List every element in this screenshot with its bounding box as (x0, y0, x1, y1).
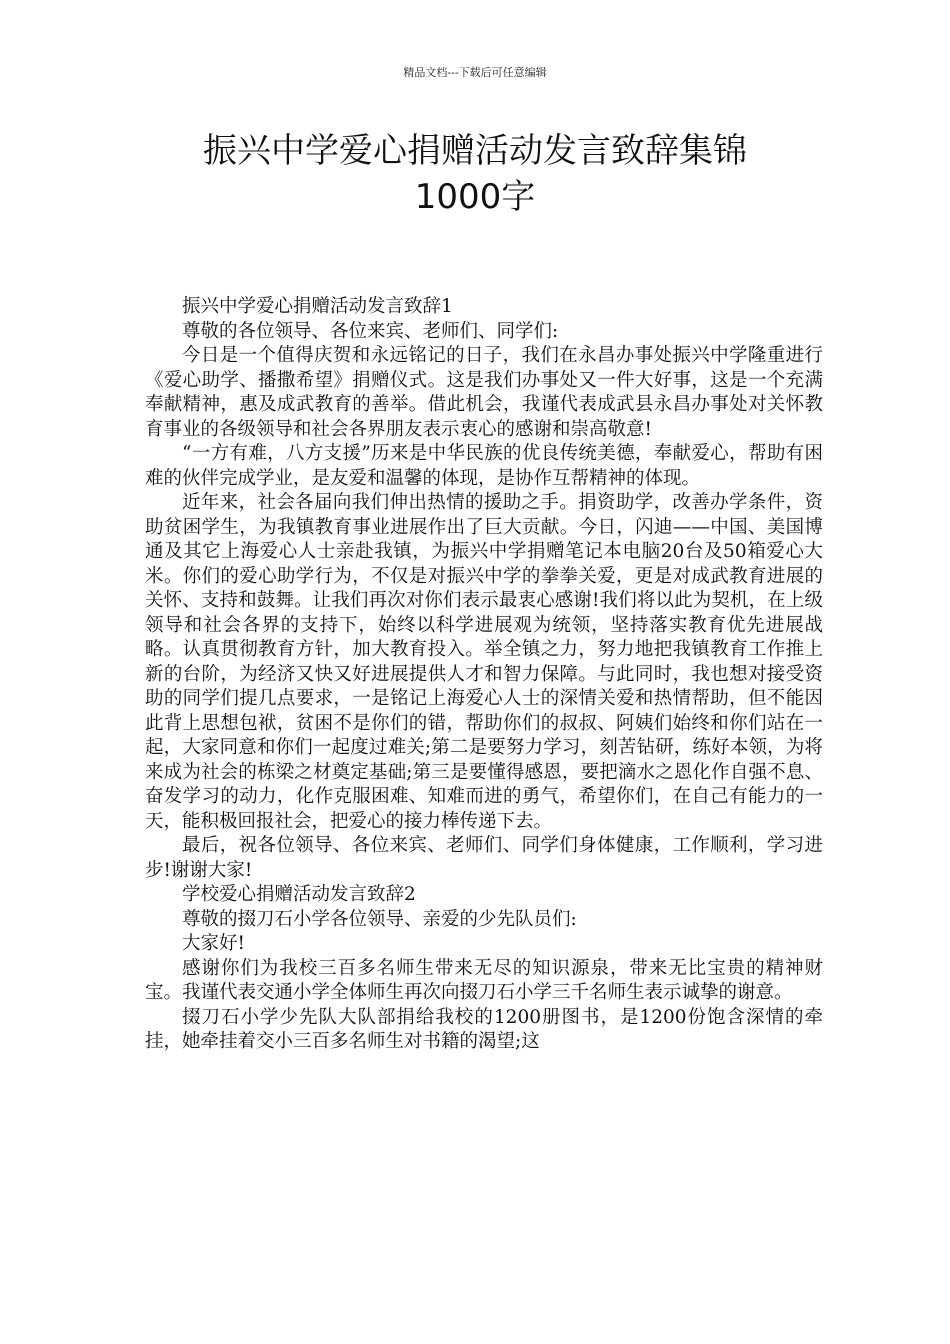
document-body (145, 295, 823, 1055)
document-title-line-1: 振兴中学爱心捐赠活动发言致辞集锦 (203, 131, 747, 171)
body-paragraph: 今日是一个值得庆贺和永远铭记的日子，我们在永昌办事处振兴中学隆重进行《爱心助学、播撒希望》捐赠仪式。这是我们办事处又一件大好事，这是一个充满奉献精神，惠及成武教育的善举。借此机会，我谨代表成武县永昌办事处对关怀教育事业的各级领导和社会各界朋友表示衷心的感谢和崇高敬意! (145, 345, 823, 440)
section-heading-2: 学校爱心捐赠活动发言致辞2 (182, 884, 416, 905)
body-paragraph: 掇刀石小学少先队大队部捐给我校的1200册图书，是1200份饱含深情的牵挂，她牵挂着交小三百多名师生对书籍的渴望;这 (145, 1006, 823, 1052)
salutation-1: 尊敬的各位领导、各位来宾、老师们、同学们: (182, 320, 559, 342)
document-title-line-2: 1000字 (414, 177, 536, 217)
greeting: 大家好! (182, 933, 245, 954)
section-heading-1: 振兴中学爱心捐赠活动发言致辞1 (182, 296, 453, 317)
body-paragraph: 近年来，社会各届向我们伸出热情的援助之手。捐资助学，改善办学条件，资助贫困学生，为我镇教育事业进展作出了巨大贡献。今日，闪迪——中国、美国博通及其它上海爱心人士亲赴我镇，为振兴中学捐赠笔记本电脑20台及50箱爱心大米。你们的爱心助学行为，不仅是对振兴中学的拳拳关爱，更是对成武教育进展的关怀、支持和鼓舞。让我们再次对你们表示最衷心感谢!我们将以此为契机，在上级领导和社会各界的支持下，始终以科学进展观为统领，坚持落实教育优先进展战略。认真贯彻教育方针，加大教育投入。举全镇之力，努力地把我镇教育工作推上新的台阶，为经济又快又好进展提供人才和智力保障。与此同时，我也想对接受资助的同学们提几点要求，一是铭记上海爱心人士的深情关爱和热情帮助，但不能因此背上思想包袱，贫困不是你们的错，帮助你们的叔叔、阿姨们始终和你们站在一起，大家同意和你们一起度过难关;第二是要努力学习，刻苦钻研，练好本领，为将来成为社会的栋梁之材奠定基础;第三是要懂得感恩，要把滴水之恩化作自强不息、奋发学习的动力，化作克服困难、知难而进的勇气，希望你们，在自己有能力的一天，能积极回报社会，把爱心的接力棒传递下去。 (145, 492, 823, 832)
body-paragraph: 最后，祝各位领导、各位来宾、老师们、同学们身体健康，工作顺利，学习进步!谢谢大家! (145, 835, 823, 881)
document-title (100, 128, 850, 220)
body-paragraph: 感谢你们为我校三百多名师生带来无尽的知识源泉，带来无比宝贵的精神财宝。我谨代表交通小学全体师生再次向掇刀石小学三千名师生表示诚挚的谢意。 (145, 957, 823, 1003)
page-header-note: 精品文档---下载后可任意编辑 (403, 66, 547, 79)
salutation-2: 尊敬的掇刀石小学各位领导、亲爱的少先队员们: (182, 908, 577, 930)
body-paragraph: “一方有难，八方支援”历来是中华民族的优良传统美德，奉献爱心，帮助有困难的伙伴完成学业，是友爱和温馨的体现，是协作互帮精神的体现。 (145, 443, 823, 489)
